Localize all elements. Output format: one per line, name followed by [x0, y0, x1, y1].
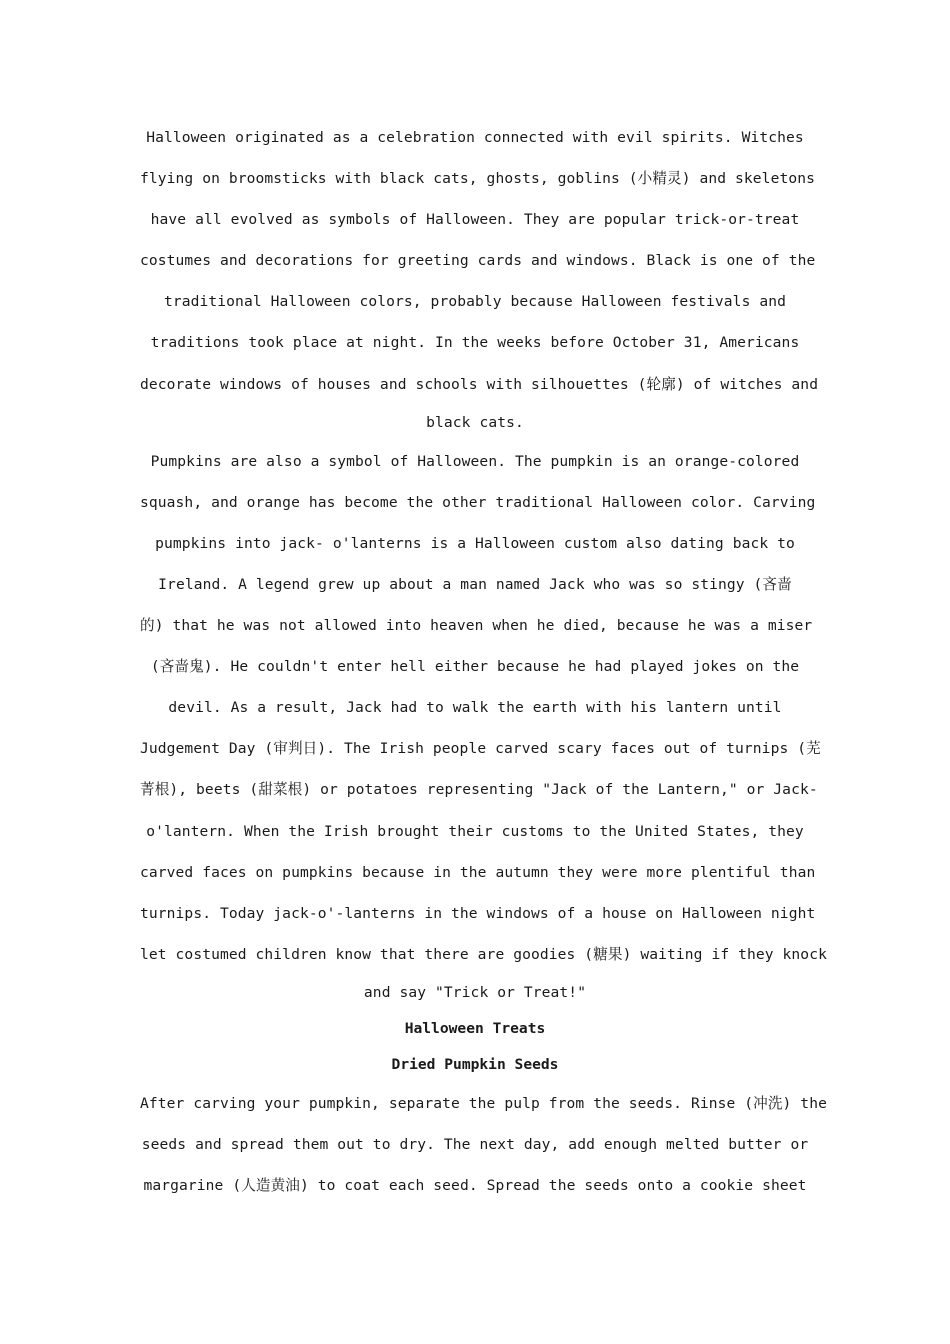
- text-line: decorate windows of houses and schools with silhouettes (轮廓) of witches and: [140, 375, 819, 393]
- text-line: (吝啬鬼). He couldn't enter hell either because he had played jokes on the: [150, 658, 800, 676]
- text-line: black cats.: [426, 413, 524, 431]
- paragraph-recipe: [140, 1083, 827, 1206]
- text-line: have all evolved as symbols of Halloween. They are popular trick-or-treat: [150, 211, 800, 229]
- text-line: Halloween originated as a celebration connected with evil spirits. Witches: [146, 129, 804, 146]
- text-line: devil. As a result, Jack had to walk the earth with his lantern until: [168, 699, 782, 717]
- text-line: Pumpkins are also a symbol of Halloween. The pumpkin is an orange-colored: [150, 452, 800, 470]
- text-line: carved faces on pumpkins because in the autumn they were more plentiful than: [140, 863, 816, 881]
- text-line: let costumed children know that there are goodies (糖果) waiting if they knock: [140, 945, 827, 963]
- text-line: traditions took place at night. In the weeks before October 31, Americans: [150, 334, 800, 352]
- document-content: [140, 117, 827, 1206]
- text-line: squash, and orange has become the other traditional Halloween color. Carving: [140, 493, 816, 511]
- text-line: flying on broomsticks with black cats, ghosts, goblins (小精灵) and skeletons: [140, 170, 815, 188]
- text-line: and say "Trick or Treat!": [363, 983, 587, 1001]
- text-line: traditional Halloween colors, probably because Halloween festivals and: [163, 293, 787, 311]
- text-line: costumes and decorations for greeting cards and windows. Black is one of the: [140, 252, 816, 270]
- text-line: margarine (人造黄油) to coat each seed. Spread the seeds onto a cookie sheet: [143, 1177, 807, 1195]
- section-heading: Halloween Treats: [404, 1019, 546, 1037]
- text-line: seeds and spread them out to dry. The next day, add enough melted butter or: [141, 1135, 809, 1153]
- text-line: 的) that he was not allowed into heaven when he died, because he was a miser: [140, 617, 813, 635]
- text-line: pumpkins into jack- o'lanterns is a Halloween custom also dating back to: [155, 534, 795, 552]
- text-line: o'lantern. When the Irish brought their customs to the United States, they: [146, 822, 804, 840]
- text-line: Judgement Day (审判日). The Irish people carved scary faces out of turnips (芜: [140, 740, 821, 758]
- text-line: turnips. Today jack-o'-lanterns in the windows of a house on Halloween night: [140, 904, 816, 922]
- paragraph-halloween-origins: [140, 117, 819, 441]
- text-line: 菁根), beets (甜菜根) or potatoes representing "Jack of the Lantern," or Jack-: [140, 781, 818, 799]
- text-line: After carving your pumpkin, separate the pulp from the seeds. Rinse (冲洗) the: [140, 1094, 827, 1112]
- recipe-title: Dried Pumpkin Seeds: [391, 1055, 559, 1073]
- text-line: Ireland. A legend grew up about a man named Jack who was so stingy (吝啬: [158, 575, 792, 593]
- paragraph-pumpkins: [140, 441, 827, 1011]
